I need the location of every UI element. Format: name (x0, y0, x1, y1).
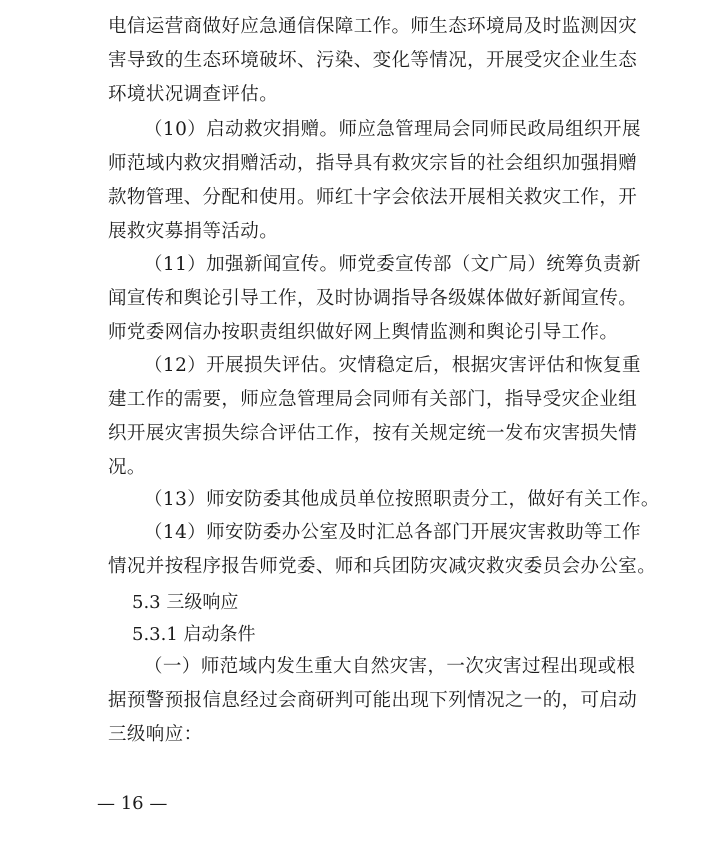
section-heading: 5.3 三级响应 (132, 592, 239, 613)
text-line: 款物管理、分配和使用。师红十字会依法开展相关救灾工作，开 (108, 187, 638, 208)
text-line: （14）师安防委办公室及时汇总各部门开展灾害救助等工作 (144, 522, 641, 543)
text-line: 情况并按程序报告师党委、师和兵团防灾减灾救灾委员会办公室。 (108, 556, 657, 577)
text-line: （10）启动救灾捐赠。师应急管理局会同师民政局组织开展 (144, 119, 641, 140)
page-number: — 16 — (97, 793, 168, 814)
paragraph-item-10 (108, 113, 641, 249)
paragraph-continuation (108, 10, 638, 112)
paragraph-item-13 (108, 483, 660, 517)
text-line: 师范域内救灾捐赠活动，指导具有救灾宗旨的社会组织加强捐赠 (108, 153, 638, 174)
paragraph-item-14 (108, 516, 657, 584)
text-line: 电信运营商做好应急通信保障工作。师生态环境局及时监测因灾 (108, 16, 638, 37)
text-line: （13）师安防委其他成员单位按照职责分工，做好有关工作。 (144, 489, 660, 510)
text-line: 况。 (108, 457, 146, 478)
paragraph-item-11 (108, 248, 641, 350)
text-line: （12）开展损失评估。灾情稳定后，根据灾害评估和恢复重 (144, 355, 641, 376)
text-line: （11）加强新闻宣传。师党委宣传部（文广局）统筹负责新 (144, 254, 641, 275)
subsection-heading: 5.3.1 启动条件 (132, 624, 256, 645)
text-line: 织开展灾害损失综合评估工作，按有关规定统一发布灾害损失情 (108, 423, 638, 444)
text-line: 三级响应： (108, 724, 203, 745)
paragraph-condition (108, 650, 638, 752)
text-line: （一）师范域内发生重大自然灾害，一次灾害过程出现或根 (144, 656, 636, 677)
text-line: 建工作的需要，师应急管理局会同师有关部门，指导受灾企业组 (108, 389, 638, 410)
text-line: 闻宣传和舆论引导工作，及时协调指导各级媒体做好新闻宣传。 (108, 288, 638, 309)
text-line: 害导致的生态环境破坏、污染、变化等情况，开展受灾企业生态 (108, 50, 638, 71)
text-line: 师党委网信办按职责组织做好网上舆情监测和舆论引导工作。 (108, 322, 619, 343)
text-line: 据预警预报信息经过会商研判可能出现下列情况之一的，可启动 (108, 690, 638, 711)
text-line: 展救灾募捐等活动。 (108, 221, 279, 242)
text-line: 环境状况调查评估。 (108, 84, 279, 105)
paragraph-item-12 (108, 349, 641, 485)
